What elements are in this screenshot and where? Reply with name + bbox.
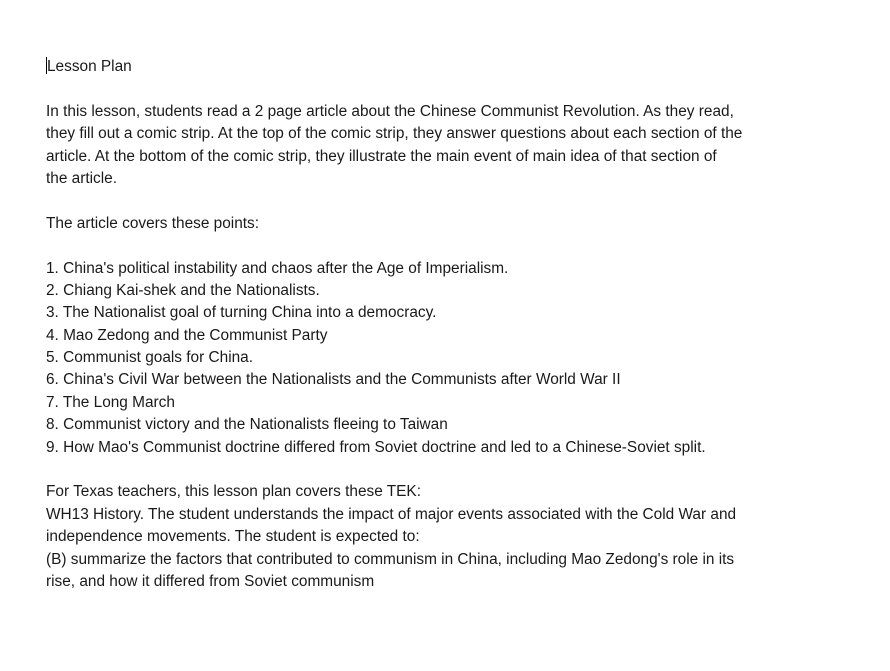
document-title-line [46,56,846,78]
intro-paragraph [46,101,846,191]
list-item: 2. Chiang Kai-shek and the Nationalists. [46,281,320,299]
intro-line: they fill out a comic strip. At the top of the comic strip, they answer questions about each section of the [46,125,743,143]
list-item: 8. Communist victory and the Nationalists fleeing to Taiwan [46,416,448,434]
document-title: Lesson Plan [47,58,132,75]
document-page[interactable] [46,56,846,593]
blank-line [46,235,846,257]
tek-line: independence movements. The student is expected to: [46,528,420,546]
list-item: 6. China's Civil War between the Nationalists and the Communists after World War II [46,371,621,389]
list-item: 3. The Nationalist goal of turning China into a democracy. [46,304,437,322]
tek-line: For Texas teachers, this lesson plan covers these TEK: [46,483,421,501]
intro-line: article. At the bottom of the comic strip, they illustrate the main event of main idea of that section of [46,147,717,165]
tek-line: (B) summarize the factors that contributed to communism in China, including Mao Zedong's role in its [46,550,735,568]
points-heading: The article covers these points: [46,214,260,232]
tek-paragraph [46,481,846,593]
intro-line: the article. [46,169,118,187]
list-item: 9. How Mao's Communist doctrine differed from Soviet doctrine and led to a Chinese-Soviet split. [46,438,706,456]
intro-line: In this lesson, students read a 2 page article about the Chinese Communist Revolution. As they read, [46,102,734,120]
blank-line [46,190,846,212]
tek-line: rise, and how it differed from Soviet communism [46,572,375,590]
points-list [46,258,846,460]
tek-line: WH13 History. The student understands the impact of major events associated with the Cold War and [46,505,737,523]
blank-line [46,78,846,100]
blank-line [46,459,846,481]
list-item: 1. China's political instability and chaos after the Age of Imperialism. [46,259,509,277]
list-item: 7. The Long March [46,393,175,411]
list-item: 5. Communist goals for China. [46,349,254,367]
list-item: 4. Mao Zedong and the Communist Party [46,326,328,344]
